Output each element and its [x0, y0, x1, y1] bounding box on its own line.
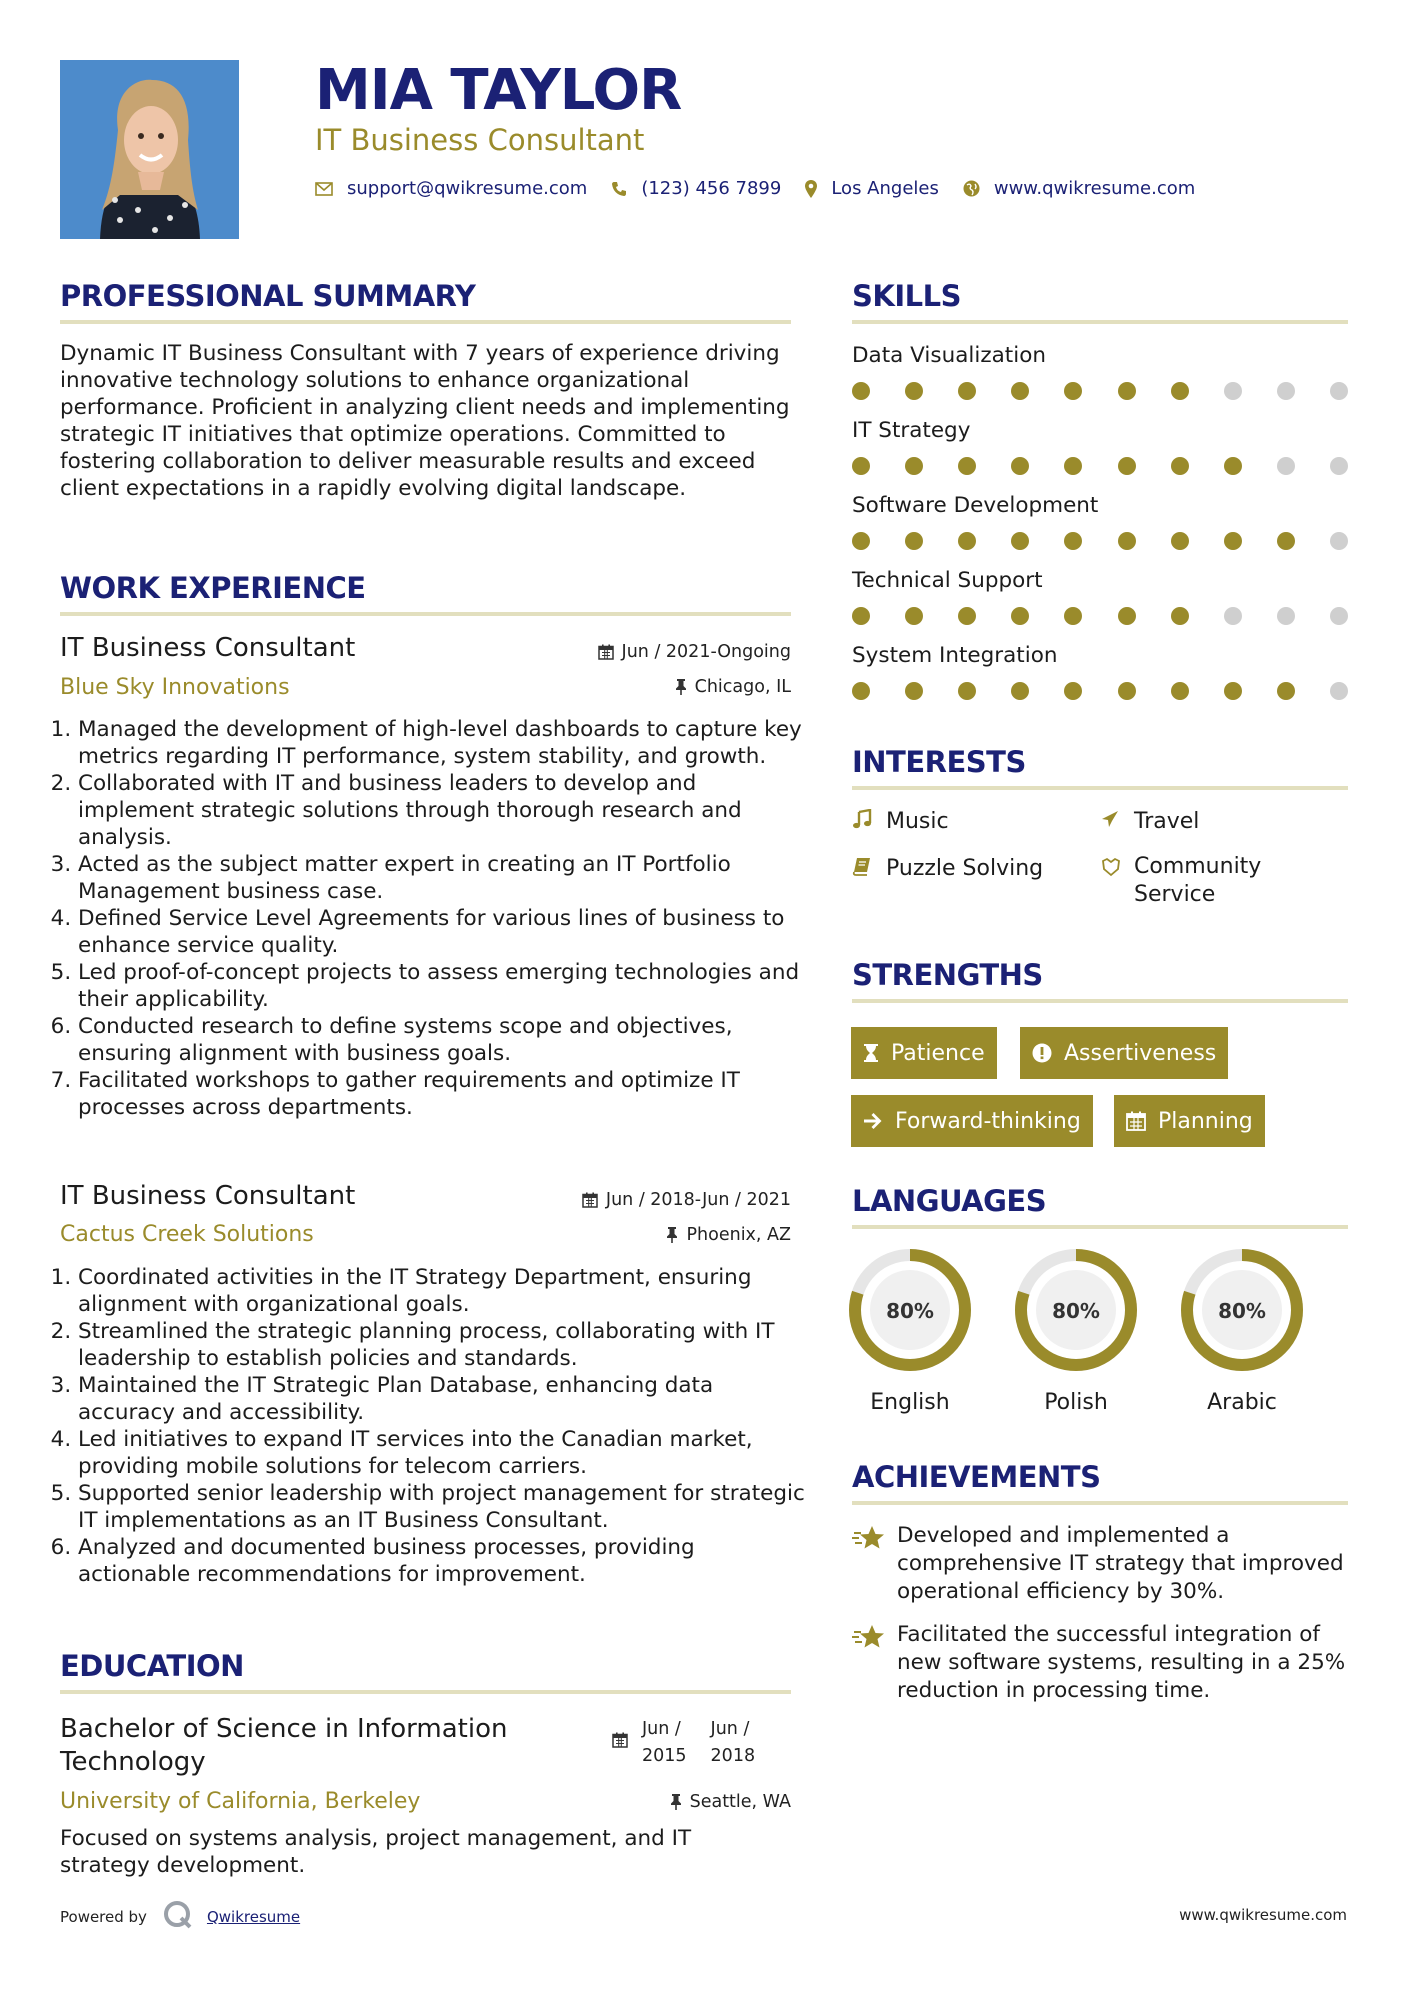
calendar-icon — [598, 644, 614, 660]
rating-dot-empty — [1224, 607, 1242, 625]
strength-tag — [851, 1095, 1093, 1147]
footer-powered-by — [60, 1900, 300, 1934]
degree-title: Bachelor of Science in Information Technology — [60, 1714, 508, 1777]
education-start — [642, 1716, 687, 1770]
language-name: Polish — [1044, 1390, 1108, 1415]
duty-item: 2. Collaborated with IT and business leaders to develop and implement strategic solutions through thorough research and analysis. — [78, 770, 813, 851]
language-name: English — [870, 1390, 950, 1415]
interests-heading: INTERESTS — [852, 745, 1026, 779]
rating-dot-filled — [852, 682, 870, 700]
skill-rating — [852, 682, 1348, 702]
job-dates — [598, 642, 791, 662]
skill-rating — [852, 457, 1348, 477]
footer-site: www.qwikresume.com — [1179, 1906, 1347, 1924]
calendar-icon — [612, 1716, 628, 1770]
experience-heading: WORK EXPERIENCE — [60, 571, 366, 605]
rating-dot-filled — [1171, 382, 1189, 400]
skill-name: Technical Support — [852, 568, 1043, 593]
contact-bar — [315, 178, 1195, 199]
rating-dot-filled — [1277, 532, 1295, 550]
contact-phone[interactable] — [611, 178, 781, 199]
rating-dot-filled — [1011, 607, 1029, 625]
rating-dot-empty — [1277, 607, 1295, 625]
location-text: Los Angeles — [831, 178, 939, 199]
rating-dot-filled — [1118, 382, 1136, 400]
email-text: support@qwikresume.com — [347, 178, 588, 199]
globe-icon — [963, 180, 980, 197]
star-badge-icon — [852, 1621, 897, 1705]
rating-dot-empty — [1330, 607, 1348, 625]
rating-dot-filled — [905, 682, 923, 700]
education-description: Focused on systems analysis, project management, and IT strategy development. — [60, 1826, 692, 1878]
language-item — [1180, 1248, 1304, 1415]
strength-label: Patience — [891, 1040, 985, 1066]
rating-dot-filled — [958, 382, 976, 400]
qwikresume-link[interactable]: Qwikresume — [206, 1908, 301, 1926]
phone-text: (123) 456 7899 — [641, 178, 782, 199]
rating-dot-filled — [1118, 607, 1136, 625]
job-location-text: Phoenix, AZ — [686, 1225, 791, 1245]
pin-icon — [670, 1794, 682, 1810]
duty-item: 1. Managed the development of high-level dashboards to capture key metrics regarding IT performance, system stability, and growth. — [78, 716, 813, 770]
plane-icon — [1100, 809, 1134, 834]
contact-location — [805, 178, 939, 199]
achievements-divider — [852, 1501, 1348, 1505]
rating-dot-filled — [1224, 532, 1242, 550]
profile-photo — [60, 60, 239, 239]
rating-dot-empty — [1277, 457, 1295, 475]
hourglass-icon — [863, 1043, 879, 1063]
duty-item: 5. Supported senior leadership with project management for strategic IT implementations as an IT Business Consultant. — [78, 1480, 813, 1534]
strengths-divider — [852, 999, 1348, 1003]
strength-tag — [1114, 1095, 1265, 1147]
language-ring — [848, 1248, 972, 1372]
powered-by-text: Powered by — [60, 1908, 147, 1926]
rating-dot-filled — [1064, 532, 1082, 550]
language-item — [1014, 1248, 1138, 1415]
rating-dot-filled — [1171, 607, 1189, 625]
duty-item: 3. Maintained the IT Strategic Plan Database, enhancing data accuracy and accessibility. — [78, 1372, 813, 1426]
strength-label: Planning — [1158, 1108, 1253, 1134]
pin-icon — [675, 679, 687, 695]
rating-dot-filled — [1224, 682, 1242, 700]
language-ring — [1014, 1248, 1138, 1372]
job-company: Cactus Creek Solutions — [60, 1222, 314, 1247]
skills-divider — [852, 320, 1348, 324]
start-year: 2015 — [642, 1746, 687, 1766]
skill-name: Software Development — [852, 493, 1099, 518]
job-dates — [582, 1190, 791, 1210]
job-location — [666, 1225, 791, 1245]
school-name: University of California, Berkeley — [60, 1789, 421, 1814]
rating-dot-empty — [1330, 532, 1348, 550]
rating-dot-filled — [905, 607, 923, 625]
rating-dot-filled — [852, 607, 870, 625]
ring-percent-label: 80% — [1052, 1299, 1100, 1323]
exclamation-circle-icon — [1032, 1043, 1052, 1063]
education-divider — [60, 1690, 791, 1694]
languages-heading: LANGUAGES — [852, 1184, 1047, 1218]
calendar-icon — [1126, 1111, 1146, 1131]
summary-text: Dynamic IT Business Consultant with 7 years of experience driving innovative technology solutions to enhance organizational performance. Proficient in analyzing client needs and implementing strategic IT initiatives that optimize operations. Committed to fostering collaboration to deliver measurable results and exceed client expectations in a rapidly evolving digital landscape. — [60, 341, 790, 501]
language-ring — [1180, 1248, 1304, 1372]
qwikresume-logo-icon — [163, 1900, 193, 1934]
rating-dot-filled — [852, 382, 870, 400]
candidate-name: MIA TAYLOR — [315, 58, 682, 123]
rating-dot-filled — [1171, 682, 1189, 700]
rating-dot-filled — [958, 457, 976, 475]
rating-dot-filled — [958, 682, 976, 700]
heart-hands-icon — [1100, 853, 1134, 909]
rating-dot-filled — [1011, 382, 1029, 400]
rating-dot-empty — [1330, 382, 1348, 400]
summary-heading: PROFESSIONAL SUMMARY — [60, 279, 476, 313]
rating-dot-filled — [1118, 682, 1136, 700]
job-company: Blue Sky Innovations — [60, 675, 290, 700]
duty-item: 5. Led proof-of-concept projects to assess emerging technologies and their applicability. — [78, 959, 813, 1013]
arrow-right-icon — [863, 1112, 883, 1130]
website-text: www.qwikresume.com — [993, 178, 1196, 199]
summary-divider — [60, 320, 791, 324]
rating-dot-filled — [1118, 532, 1136, 550]
experience-divider — [60, 612, 791, 616]
music-note-icon — [852, 809, 886, 834]
duty-item: 4. Defined Service Level Agreements for various lines of business to enhance service quality. — [78, 905, 813, 959]
phone-icon — [611, 181, 627, 197]
rating-dot-filled — [905, 382, 923, 400]
ring-percent-label: 80% — [1218, 1299, 1266, 1323]
duty-item: 7. Facilitated workshops to gather requirements and optimize IT processes across departments. — [78, 1067, 813, 1121]
duty-item: 4. Led initiatives to expand IT services into the Canadian market, providing mobile solutions for telecom carriers. — [78, 1426, 813, 1480]
education-location-text: Seattle, WA — [689, 1792, 791, 1812]
duty-item: 1. Coordinated activities in the IT Strategy Department, ensuring alignment with organizational goals. — [78, 1264, 813, 1318]
rating-dot-filled — [1064, 457, 1082, 475]
rating-dot-filled — [1224, 457, 1242, 475]
end-year: 2018 — [710, 1746, 756, 1766]
job-location — [675, 677, 791, 697]
achievement-text: Developed and implemented a comprehensive IT strategy that improved operational efficiency by 30%. — [897, 1523, 1344, 1604]
job-location-text: Chicago, IL — [694, 677, 791, 697]
rating-dot-filled — [905, 532, 923, 550]
interest-item — [852, 856, 1043, 881]
interest-item — [1100, 809, 1199, 834]
education-location — [670, 1792, 791, 1812]
calendar-icon — [582, 1192, 598, 1208]
job-duties-list — [60, 716, 813, 1121]
skill-rating — [852, 607, 1348, 627]
candidate-role: IT Business Consultant — [315, 123, 645, 157]
rating-dot-empty — [1224, 382, 1242, 400]
interest-label: Music — [886, 809, 949, 834]
skill-name: Data Visualization — [852, 343, 1046, 368]
end-month: Jun / — [710, 1719, 750, 1739]
contact-website[interactable] — [963, 178, 1195, 199]
rating-dot-filled — [958, 607, 976, 625]
interest-item — [1100, 853, 1300, 909]
skill-rating — [852, 532, 1348, 552]
education-end — [711, 1716, 756, 1770]
strength-tag — [851, 1027, 997, 1079]
strengths-heading: STRENGTHS — [852, 958, 1043, 992]
job-duties-list — [60, 1264, 813, 1588]
duty-item: 6. Conducted research to define systems scope and objectives, ensuring alignment with business goals. — [78, 1013, 813, 1067]
duty-item: 6. Analyzed and documented business processes, providing actionable recommendations for improvement. — [78, 1534, 813, 1588]
duty-item: 3. Acted as the subject matter expert in creating an IT Portfolio Management business case. — [78, 851, 813, 905]
rating-dot-filled — [958, 532, 976, 550]
rating-dot-filled — [1064, 607, 1082, 625]
job-title: IT Business Consultant — [60, 1181, 356, 1211]
duty-item: 2. Streamlined the strategic planning process, collaborating with IT leadership to establish policies and standards. — [78, 1318, 813, 1372]
achievement-text: Facilitated the successful integration of new software systems, resulting in a 25% reduction in processing time. — [897, 1622, 1346, 1703]
education-dates — [612, 1716, 755, 1770]
map-pin-icon — [805, 180, 817, 198]
rating-dot-empty — [1330, 457, 1348, 475]
language-name: Arabic — [1207, 1390, 1277, 1415]
strength-label: Assertiveness — [1064, 1040, 1217, 1066]
rating-dot-filled — [1064, 382, 1082, 400]
strength-label: Forward-thinking — [895, 1108, 1081, 1134]
rating-dot-empty — [1330, 682, 1348, 700]
rating-dot-filled — [852, 532, 870, 550]
interest-label: Puzzle Solving — [886, 856, 1044, 881]
interest-item — [852, 809, 949, 834]
skill-rating — [852, 382, 1348, 402]
education-heading: EDUCATION — [60, 1649, 244, 1683]
rating-dot-filled — [1011, 682, 1029, 700]
rating-dot-filled — [1171, 532, 1189, 550]
envelope-icon — [315, 182, 333, 196]
interest-label: Travel — [1134, 809, 1200, 834]
achievement-item — [852, 1621, 1352, 1705]
achievement-item — [852, 1522, 1352, 1606]
ring-percent-label: 80% — [886, 1299, 934, 1323]
job-dates-text: Jun / 2021-Ongoing — [621, 642, 791, 662]
pin-icon — [666, 1227, 678, 1243]
skill-name: IT Strategy — [852, 418, 971, 443]
language-item — [848, 1248, 972, 1415]
strength-tag — [1020, 1027, 1228, 1079]
interests-divider — [852, 786, 1348, 790]
rating-dot-filled — [1011, 532, 1029, 550]
job-title: IT Business Consultant — [60, 633, 356, 663]
rating-dot-filled — [1171, 457, 1189, 475]
rating-dot-filled — [905, 457, 923, 475]
skills-heading: SKILLS — [852, 279, 961, 313]
rating-dot-empty — [1277, 382, 1295, 400]
start-month: Jun / — [642, 1719, 681, 1739]
rating-dot-filled — [1277, 682, 1295, 700]
languages-divider — [852, 1225, 1348, 1229]
achievements-heading: ACHIEVEMENTS — [852, 1460, 1101, 1494]
job-dates-text: Jun / 2018-Jun / 2021 — [605, 1190, 791, 1210]
star-badge-icon — [852, 1522, 897, 1606]
skill-name: System Integration — [852, 643, 1058, 668]
contact-email[interactable] — [315, 178, 587, 199]
rating-dot-filled — [1011, 457, 1029, 475]
rating-dot-filled — [1118, 457, 1136, 475]
interest-label: Community Service — [1134, 854, 1262, 907]
rating-dot-filled — [852, 457, 870, 475]
rating-dot-filled — [1064, 682, 1082, 700]
book-icon — [852, 856, 886, 881]
